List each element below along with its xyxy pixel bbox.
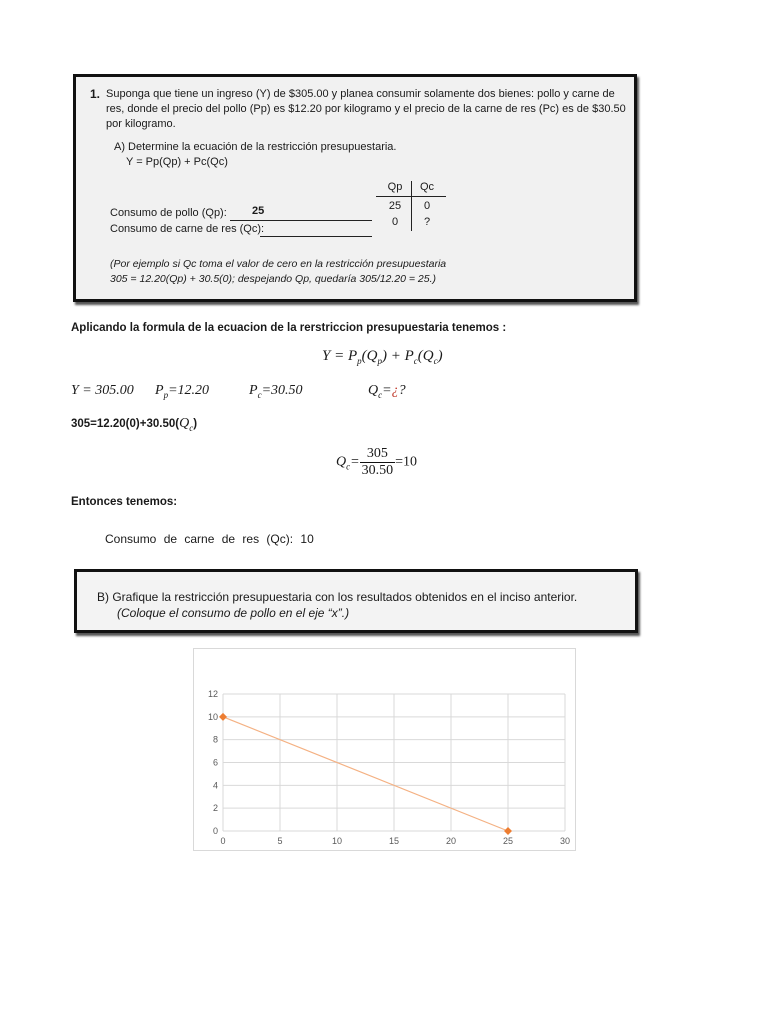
fraction-numerator: 305	[360, 446, 396, 463]
price-pollo-value: =12.20	[168, 383, 210, 398]
y-tick-label: 2	[212, 803, 218, 814]
y-tick-label: 8	[212, 734, 218, 745]
given-income: Y = 305.00	[71, 383, 134, 398]
data-point-marker	[219, 713, 227, 721]
consumo-res-result: Consumo de carne de res (Qc): 10	[105, 532, 314, 546]
data-point-marker	[504, 827, 512, 835]
table-divider	[411, 181, 412, 231]
substituted-equation-text: 305=12.20(0)+30.50(	[71, 418, 180, 430]
given-price-pollo: $P_p=12.20$	[155, 383, 210, 400]
given-price-res: $P_c=30.50$	[249, 383, 303, 400]
budget-equation: Y = Pp(Qp) + Pc(Qc)	[126, 156, 228, 168]
price-res-value: =30.50	[261, 383, 303, 398]
unknown-qc: $Q_c=¿$?	[368, 383, 406, 400]
solution-heading: Aplicando la formula de la ecuacion de la rerstriccion presupuestaria tenemos :	[71, 322, 507, 334]
x-tick-label: 0	[220, 836, 226, 846]
fraction-denominator: 30.50	[361, 463, 394, 478]
unknown-qc-mark: ?	[398, 383, 406, 398]
chart-svg	[194, 649, 575, 850]
substituted-equation: $305=12.20(0)+30.50(Q_c)$	[71, 416, 198, 433]
note-line-2: 305 = 12.20(Qp) + 30.5(0); despejando Qp, quedaría 305/12.20 = 25.)	[110, 273, 437, 285]
example-note	[110, 257, 610, 287]
part-a-instruction: A) Determine la ecuación de la restricción presupuestaria.	[114, 141, 397, 153]
table-header-qc: Qc	[419, 181, 435, 193]
y-tick-label: 12	[207, 689, 218, 699]
x-tick-label: 30	[559, 836, 571, 846]
y-tick-label: 10	[207, 711, 218, 722]
table-cell: 0	[391, 216, 399, 228]
problem-intro: Suponga que tiene un ingreso (Y) de $305.00 y planea consumir solamente dos bienes: pollo y carne de res, donde el precio del pollo (Pp) es $12.20 por kilogramo y el precio de la carne de res (Pc) es de $30.50 por kilogramo.	[106, 88, 626, 130]
table-cell: 0	[423, 200, 431, 212]
part-b-instruction: B) Grafique la restricción presupuestaria con los resultados obtenidos en el inciso anterior.	[97, 590, 578, 604]
qc-solution: $Q_c=$ $\frac{305}{30.50}$ =10	[336, 446, 417, 478]
pollo-answer-line	[230, 219, 372, 221]
x-tick-label: 5	[277, 836, 283, 846]
problem-number: 1.	[90, 87, 101, 101]
note-line-1: (Por ejemplo si Qc toma el valor de cero en la restricción presupuestaria	[110, 258, 447, 270]
x-tick-label: 20	[445, 836, 457, 846]
part-b-note-text: (Coloque el consumo de pollo en el eje “x”.)	[117, 606, 350, 620]
table-cell: 25	[388, 200, 402, 212]
budget-chart	[193, 648, 576, 851]
x-tick-label: 10	[331, 836, 343, 846]
y-tick-label: 4	[212, 780, 218, 791]
y-tick-label: 6	[212, 757, 218, 768]
fraction-result: =10	[395, 454, 417, 470]
entonces-label: Entonces tenemos:	[71, 496, 178, 508]
res-answer-line	[260, 235, 372, 237]
res-label: Consumo de carne de res (Qc):	[110, 223, 265, 235]
x-tick-label: 15	[388, 836, 400, 846]
qc-fraction	[360, 446, 396, 479]
budget-formula: $Y = P_p(Q_p) + P_c(Q_c)$	[322, 348, 443, 366]
y-tick-label: 0	[212, 826, 218, 836]
table-cell: ?	[423, 216, 431, 228]
table-header-qp: Qp	[387, 181, 403, 193]
part-b-box	[74, 569, 638, 633]
series-line	[223, 717, 508, 831]
pollo-label: Consumo de pollo (Qp):	[110, 207, 227, 219]
problem-box	[73, 74, 637, 302]
x-tick-label: 25	[502, 836, 514, 846]
pollo-value: 25	[252, 205, 265, 217]
part-b-note	[117, 606, 349, 620]
